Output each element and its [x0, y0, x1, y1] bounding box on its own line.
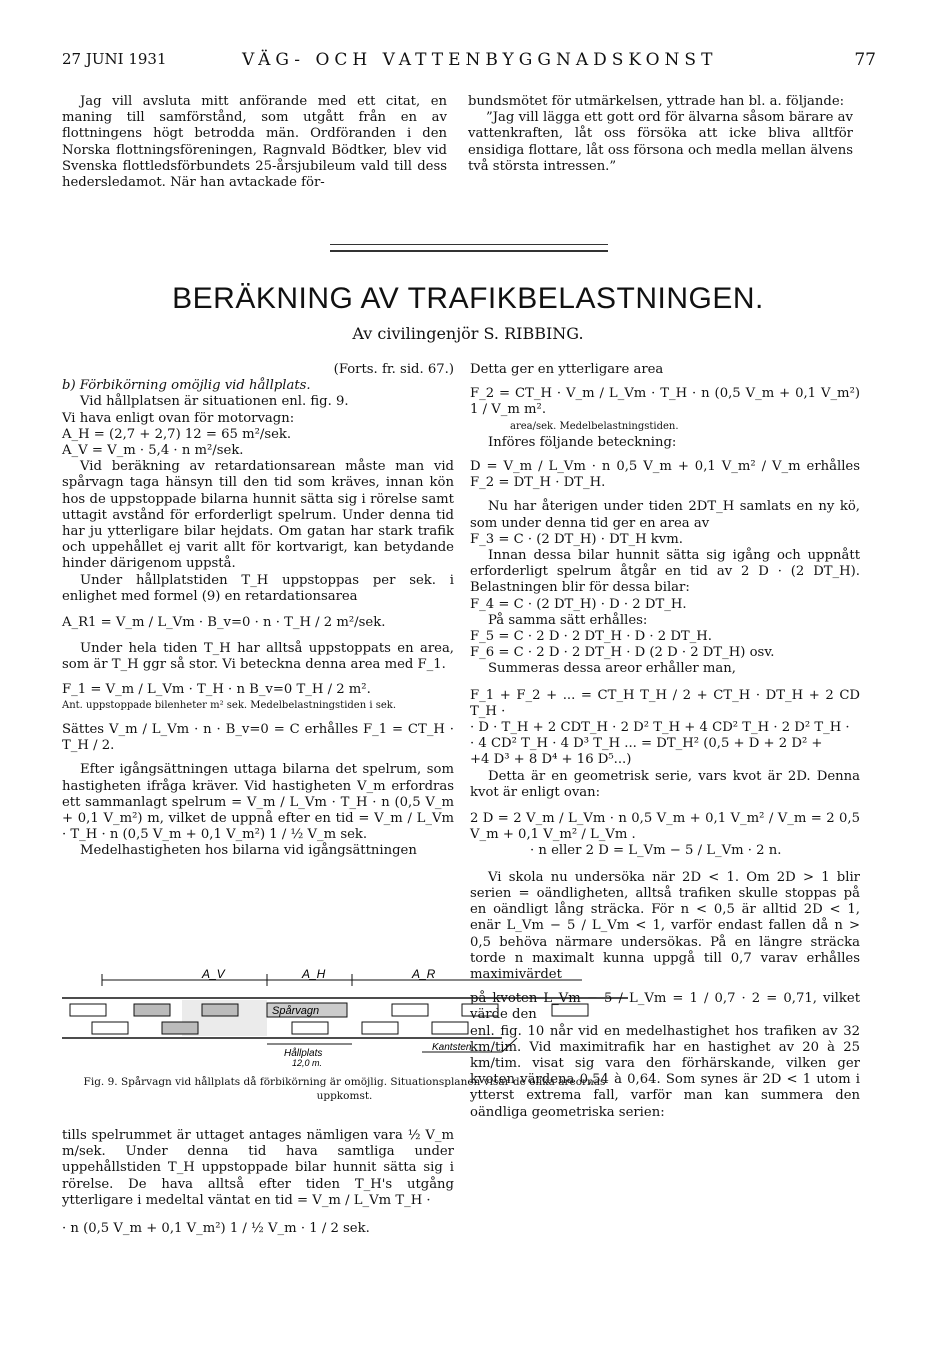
quote-paragraph: ”Jag vill lägga ett gott ord för älvarna såsom bärare av vattenkraften, låt oss försöka att icke bliva alltför ensidiga flottare, låt oss försona och medla mellan älvens två största intressen.” [468, 110, 853, 174]
article-title: BERÄKNING AV TRAFIKBELASTNINGEN. [172, 282, 764, 315]
formula-sum-line2: · D · T_H + 2 CDT_H · 2 D² T_H + 4 CD² T_H · 2 D² T_H · [470, 720, 850, 736]
paragraph: Efter igångsättningen uttaga bilarna det spelrum, som hastigheten ifråga kräver. Vid hastigheten V_m erfordras ett sammanlagt spelrum = V_m / L_Vm · T_H · n (0,5 V_m + 0,1 V_m²) m, vilket de uppnå efter en tid = V_m / L_Vm · T_H · n (0,5 V_m + 0,1 V_m²) 1 / ½ V_m sek. [62, 762, 454, 843]
formula-2d-b: · n eller 2 D = L_Vm − 5 / L_Vm · 2 n. [530, 843, 782, 859]
stop-length: 12,0 m. [292, 1058, 323, 1068]
formula-d: D = V_m / L_Vm · n 0,5 V_m + 0,1 V_m² / V_m erhålles F_2 = DT_H · DT_H. [470, 459, 860, 491]
formula-f4: F_4 = C · (2 DT_H) · D · 2 DT_H. [470, 596, 687, 612]
paragraph: Vi hava enligt ovan för motorvagn: [62, 410, 295, 426]
intro-left-column [62, 94, 447, 191]
car [162, 1022, 198, 1034]
label-ah: A_H [302, 968, 326, 981]
formula-ar1: A_R1 = V_m / L_Vm · B_v=0 · n · T_H / 2 m²/sek. [62, 615, 386, 631]
right-column [470, 362, 860, 1121]
car [92, 1022, 128, 1034]
paragraph: Medelhastigheten hos bilarna vid igångsättningen [80, 843, 417, 859]
formula-sattes: Sättes V_m / L_Vm · n · B_v=0 = C erhålles F_1 = CT_H · T_H / 2. [62, 722, 454, 754]
label-ar: A_R [412, 968, 436, 981]
formula-sum-line1: F_1 + F_2 + ... = CT_H T_H / 2 + CT_H · DT_H + 2 CD T_H · [470, 687, 860, 719]
formula-f6: F_6 = C · 2 D · 2 DT_H · D (2 D · 2 DT_H) osv. [470, 645, 775, 661]
formula-wait-time: · n (0,5 V_m + 0,1 V_m²) 1 / ½ V_m · 1 / 2 sek. [62, 1221, 370, 1237]
stop-label: Hållplats [284, 1048, 323, 1059]
label-av: A_V [202, 968, 225, 981]
paragraph: tills spelrummet är uttaget antages nämligen vara ½ V_m m/sek. Under denna tid hava samtliga under uppehållstiden T_H uppstoppade bilar hunnit sätta sig i rörelse. De hava alltså efter tiden T_H's utgång ytterligare i medeltal väntat en tid = V_m / L_Vm T_H · [62, 1128, 454, 1208]
formula-f2-labels: area/sek. Medelbelastningstiden. [510, 420, 679, 432]
paragraph: På samma sätt erhålles: [488, 612, 648, 628]
paragraph: enl. fig. 10 når vid en medelhastighet hos trafiken av 32 km/tim. Vid maximitrafik har en hastighet av 20 à 25 km/tim. visat sig vara den förhärskande, vilken ger kvoten värdena 0,54 à 0,64. Som synes är 2D < 1 utom i ytterst extrema fall, varför man kan summera den oändliga geometriska serien: [470, 1023, 860, 1120]
tram-label: Spårvagn [272, 1005, 320, 1017]
section-divider [330, 244, 608, 245]
formula-f1-labels: Ant. uppstoppade bilenheter m² sek. Medelbelastningstiden i sek. [62, 699, 396, 711]
formula-2d: 2 D = 2 V_m / L_Vm · n 0,5 V_m + 0,1 V_m² / V_m = 2 0,5 V_m + 0,1 V_m² / L_Vm . [470, 811, 860, 843]
section-heading: b) Förbikörning omöjlig vid hållplats. [62, 378, 311, 394]
paragraph: Vid beräkning av retardationsarean måste man vid spårvagn taga hänsyn till den tid som kräves, innan kön hos de uppstoppade bilarna hunnit sätta sig i rörelse samt uttagit avstånd för erforderligt spelrum. Under denna tid har ju ytterligare bilar hejdats. Om gatan har stark trafik och uppehållet ej varit allt för kortvarigt, kan betydande hinder därigenom uppstå. [62, 459, 454, 572]
section-divider-thick [330, 250, 608, 252]
paragraph: Vid hållplatsen är situationen enl. fig. 9. [80, 394, 349, 410]
formula-f1: F_1 = V_m / L_Vm · T_H · n B_v=0 T_H / 2 m². [62, 681, 371, 697]
paragraph: Under hela tiden T_H har alltså uppstoppats en area, som är T_H ggr så stor. Vi beteckna denna area med F_1. [62, 641, 454, 673]
car [202, 1004, 238, 1016]
car [432, 1022, 468, 1034]
paragraph: Summeras dessa areor erhåller man, [488, 661, 736, 677]
paragraph: Införes följande beteckning: [488, 434, 677, 450]
intro-right-column [468, 94, 853, 175]
left-column-bottom [62, 1128, 454, 1237]
page-header [62, 50, 876, 76]
journal-title: VÄG- OCH VATTENBYGGNADSKONST [242, 50, 718, 70]
paragraph: Vi skola nu undersöka när 2D < 1. Om 2D > 1 blir serien = oändligheten, alltså trafiken skulle stoppas på en oändligt lång sträcka. För n < 0,5 är alltid 2D < 1, enär L_Vm − 5 / L_Vm < 1, varför endast fallen då n > 0,5 behöva närmare undersökas. På en längre sträcka torde n maximalt kunna uppgå till 0,7 varav erhålles maximivärdet [470, 869, 860, 982]
paragraph: Detta ger en ytterligare area [470, 362, 664, 377]
continuation-note: (Forts. fr. sid. 67.) [333, 362, 454, 377]
paragraph: Under hållplatstiden T_H uppstoppas per sek. i enlighet med formel (9) en retardationsarea [62, 572, 454, 604]
car [70, 1004, 106, 1016]
paragraph: Nu har återigen under tiden 2DT_H samlats en ny kö, som under denna tid ger en area av [470, 499, 860, 531]
article-byline: Av civilingenjör S. RIBBING. [352, 324, 584, 343]
formula-sum-line3: · 4 CD² T_H · 4 D³ T_H ... = DT_H² (0,5 + D + 2 D² + [470, 736, 823, 752]
page-number: 77 [854, 50, 876, 70]
intro-paragraph: Jag vill avsluta mitt anförande med ett citat, en maning till samförstånd, som utgått från en av flottningens högt betrodda män. Ordföranden i den Norska flottningsföreningen, Ragnvald Bödtker, blev vid Svenska flottledsförbundets 25-årsjubileum vald till dess hedersledamot. När han avtackade för- [62, 94, 447, 191]
figure-caption: Fig. 9. Spårvagn vid hållplats då förbikörning är omöjlig. Situationsplanen visar de olika areornas uppkomst. [83, 1076, 606, 1102]
intro-paragraph-cont: bundsmötet för utmärkelsen, yttrade han bl. a. följande: [468, 94, 845, 109]
formula-av: A_V = V_m · 5,4 · n m²/sek. [62, 443, 244, 459]
formula-sum-line4: +4 D³ + 8 D⁴ + 16 D⁵...) [470, 752, 632, 768]
formula-ah: A_H = (2,7 + 2,7) 12 = 65 m²/sek. [62, 426, 292, 442]
curb-label: Kantsten [432, 1042, 472, 1053]
formula-f3: F_3 = C · (2 DT_H) · DT_H kvm. [470, 531, 683, 547]
formula-f5: F_5 = C · 2 D · 2 DT_H · D · 2 DT_H. [470, 629, 712, 645]
car [292, 1022, 328, 1034]
paragraph: Innan dessa bilar hunnit sätta sig igång och uppnått erforderligt spelrum åtgår en tid av 2 D · (2 DT_H). Belastningen blir för dessa bilar: [470, 548, 860, 596]
paragraph-ratio: på kvoten L_Vm − 5 / L_Vm = 1 / 0,7 · 2 = 0,71, vilket värde den [470, 991, 860, 1023]
left-column [62, 362, 454, 860]
car [134, 1004, 170, 1016]
formula-f2: F_2 = CT_H · V_m / L_Vm · T_H · n (0,5 V_m + 0,1 V_m²) 1 / V_m m². [470, 386, 860, 418]
paragraph: Detta är en geometrisk serie, vars kvot är 2D. Denna kvot är enligt ovan: [470, 768, 860, 800]
car [362, 1022, 398, 1034]
car [392, 1004, 428, 1016]
issue-date: 27 JUNI 1931 [62, 50, 167, 68]
